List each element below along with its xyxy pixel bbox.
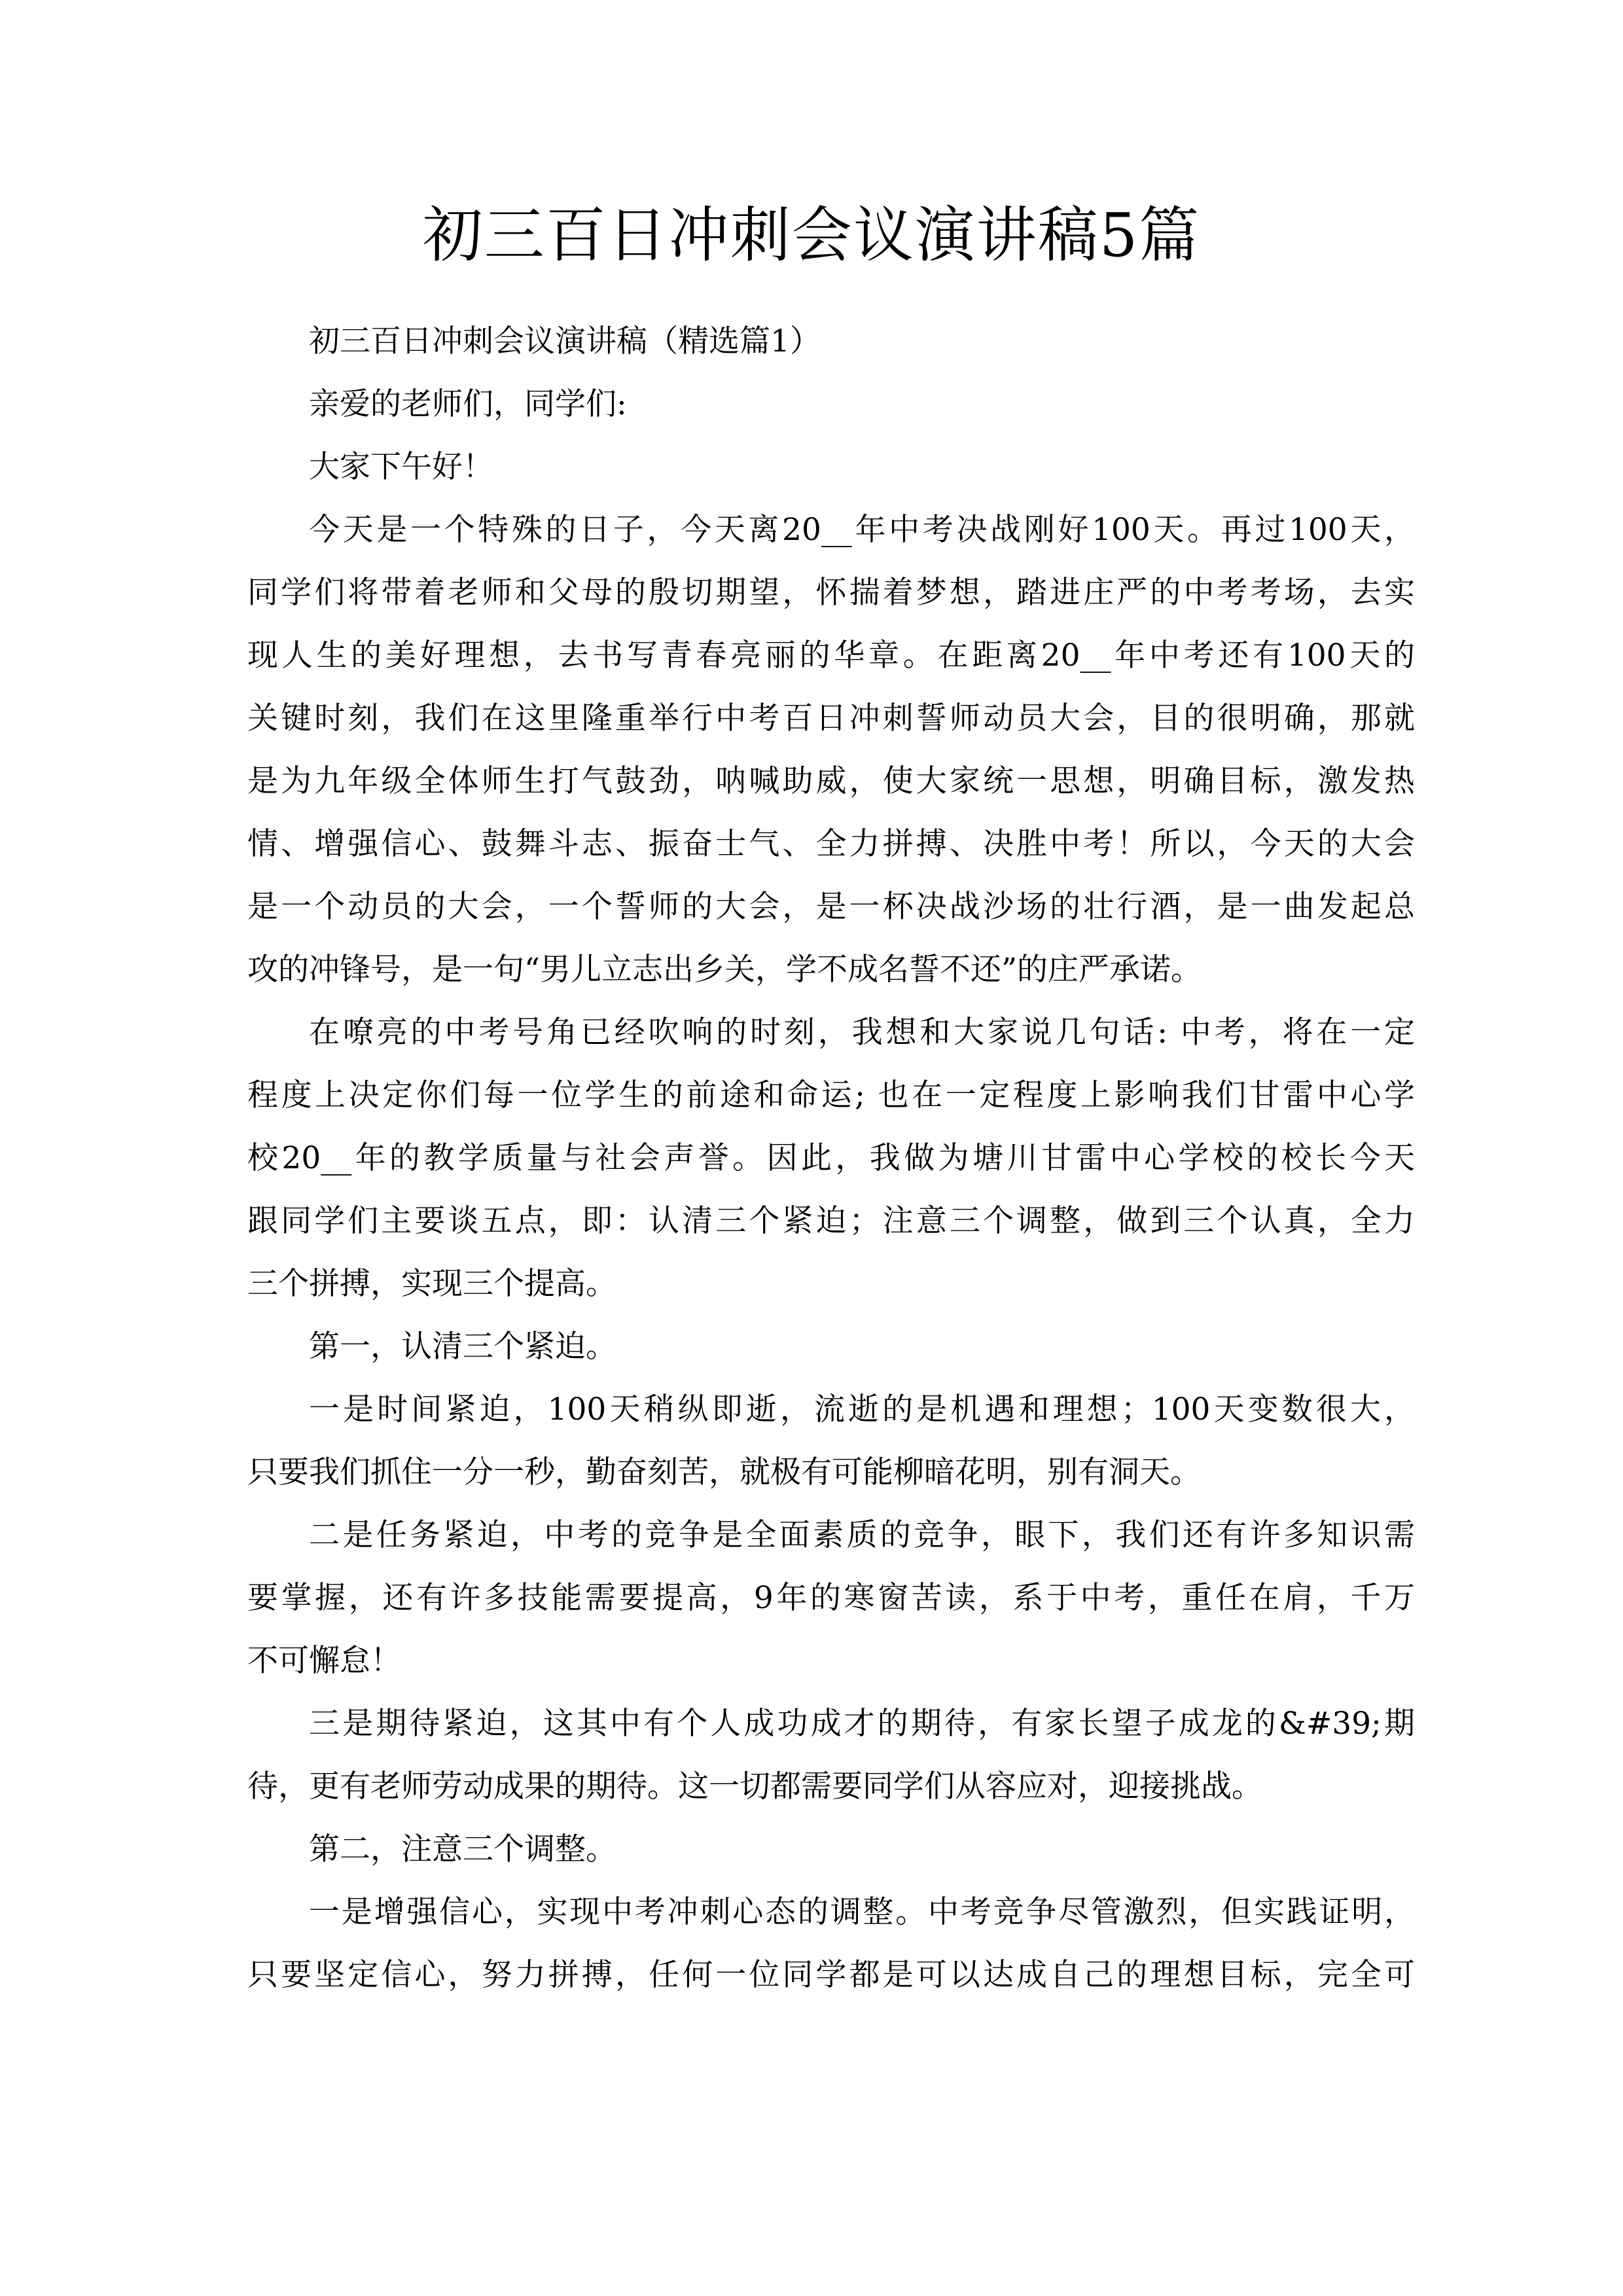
paragraph-line: 在嘹亮的中考号角已经吹响的时刻，我想和大家说几句话: 中考，将在一定 bbox=[309, 1014, 1415, 1050]
paragraph-line: 校20__年的教学质量与社会声誉。因此，我做为塘川甘雷中心学校的校长今天 bbox=[247, 1140, 1415, 1176]
paragraph-line: 要掌握，还有许多技能需要提高，9年的寒窗苦读，系于中考，重任在肩，千万 bbox=[247, 1580, 1415, 1616]
paragraph-line: 今天是一个特殊的日子，今天离20__年中考决战刚好100天。再过100天， bbox=[309, 512, 1415, 548]
paragraph-line: 三是期待紧迫，这其中有个人成功成才的期待，有家长望子成龙的&#39;期 bbox=[309, 1706, 1415, 1742]
paragraph-line: 一是时间紧迫，100天稍纵即逝，流逝的是机遇和理想；100天变数很大， bbox=[309, 1391, 1415, 1427]
paragraph-line: 三个拼搏，实现三个提高。 bbox=[247, 1266, 616, 1302]
paragraph-line: 只要坚定信心，努力拼搏，任何一位同学都是可以达成自己的理想目标，完全可 bbox=[247, 1957, 1415, 1993]
paragraph-line: 第一，认清三个紧迫。 bbox=[309, 1329, 616, 1365]
document-title: 初三百日冲刺会议演讲稿5篇 bbox=[422, 200, 1201, 270]
paragraph-line: 第二，注意三个调整。 bbox=[309, 1831, 616, 1867]
paragraph-line: 同学们将带着老师和父母的殷切期望，怀揣着梦想，踏进庄严的中考考场，去实 bbox=[247, 575, 1415, 611]
paragraph-line: 初三百日冲刺会议演讲稿（精选篇1） bbox=[309, 323, 821, 359]
paragraph-line: 攻的冲锋号，是一句“男儿立志出乡关，学不成名誓不还”的庄严承诺。 bbox=[247, 952, 1202, 988]
paragraph-line: 是为九年级全体师生打气鼓劲，呐喊助威，使大家统一思想，明确目标，激发热 bbox=[247, 763, 1415, 799]
paragraph-line: 待，更有老师劳动成果的期待。这一切都需要同学们从容应对，迎接挑战。 bbox=[247, 1768, 1262, 1804]
paragraph-line: 大家下午好！ bbox=[309, 449, 493, 485]
paragraph-line: 不可懈怠！ bbox=[247, 1643, 401, 1679]
paragraph-line: 程度上决定你们每一位学生的前途和命运; 也在一定程度上影响我们甘雷中心学 bbox=[247, 1077, 1415, 1113]
paragraph-line: 亲爱的老师们，同学们: bbox=[309, 386, 627, 422]
paragraph-line: 一是增强信心，实现中考冲刺心态的调整。中考竞争尽管激烈，但实践证明， bbox=[309, 1894, 1415, 1930]
paragraph-line: 是一个动员的大会，一个誓师的大会，是一杯决战沙场的壮行酒，是一曲发起总 bbox=[247, 889, 1415, 925]
paragraph-line: 关键时刻，我们在这里隆重举行中考百日冲刺誓师动员大会，目的很明确，那就 bbox=[247, 700, 1415, 736]
paragraph-line: 二是任务紧迫，中考的竞争是全面素质的竞争，眼下，我们还有许多知识需 bbox=[309, 1517, 1415, 1553]
paragraph-line: 现人生的美好理想，去书写青春亮丽的华章。在距离20__年中考还有100天的 bbox=[247, 637, 1415, 673]
paragraph-line: 跟同学们主要谈五点，即：认清三个紧迫；注意三个调整，做到三个认真，全力 bbox=[247, 1203, 1415, 1239]
paragraph-line: 情、增强信心、鼓舞斗志、振奋士气、全力拼搏、决胜中考！所以，今天的大会 bbox=[247, 826, 1415, 862]
paragraph-line: 只要我们抓住一分一秒，勤奋刻苦，就极有可能柳暗花明，别有洞天。 bbox=[247, 1454, 1201, 1490]
